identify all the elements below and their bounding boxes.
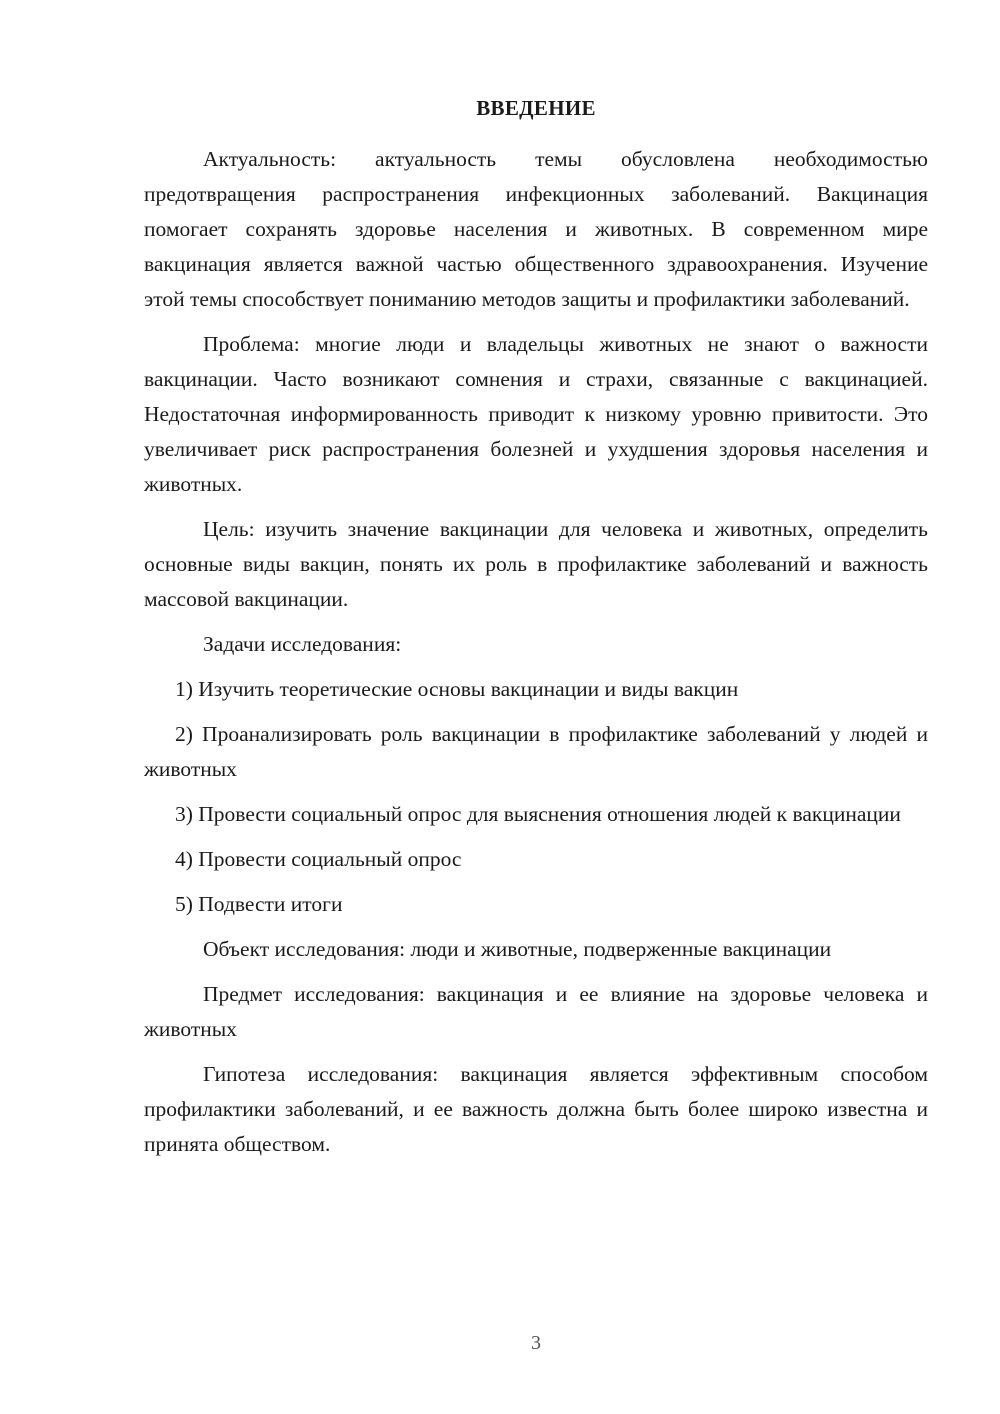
paragraph-problem: Проблема: многие люди и владельцы животных не знают о важности вакцинации. Часто возникают сомнения и страхи, связанные с вакцинацией. Недостаточная информированность приводит к низкому уровню привитости. Это увеличивает риск распространения болезней и ухудшения здоровья населения и животных. xyxy=(144,332,928,496)
task-item-1: 1) Изучить теоретические основы вакцинации и виды вакцин xyxy=(175,677,739,701)
paragraph-relevance: Актуальность: актуальность темы обусловлена необходимостью предотвращения распространения инфекционных заболеваний. Вакцинация помогает сохранять здоровье населения и животных. В современном мире вакцинация является важной частью общественного здравоохранения. Изучение этой темы способствует пониманию методов защиты и профилактики заболеваний. xyxy=(144,147,928,311)
task-item-4: 4) Провести социальный опрос xyxy=(175,847,462,871)
paragraph-goal: Цель: изучить значение вакцинации для человека и животных, определить основные виды вакцин, понять их роль в профилактике заболеваний и важность массовой вакцинации. xyxy=(144,517,928,611)
page-title: ВВЕДЕНИЕ xyxy=(476,96,596,120)
task-item-2: 2) Проанализировать роль вакцинации в профилактике заболеваний у людей и животных xyxy=(144,722,928,781)
paragraph-subject: Предмет исследования: вакцинация и ее влияние на здоровье человека и животных xyxy=(144,982,928,1041)
paragraph-object: Объект исследования: люди и животные, подверженные вакцинации xyxy=(203,937,832,961)
task-item-3: 3) Провести социальный опрос для выяснения отношения людей к вакцинации xyxy=(175,802,901,826)
tasks-heading: Задачи исследования: xyxy=(203,632,402,656)
task-item-5: 5) Подвести итоги xyxy=(175,892,343,916)
document-body xyxy=(144,142,928,1172)
page-number: 3 xyxy=(531,1332,541,1354)
paragraph-hypothesis: Гипотеза исследования: вакцинация является эффективным способом профилактики заболеваний, и ее важность должна быть более широко известна и принята обществом. xyxy=(144,1062,928,1156)
